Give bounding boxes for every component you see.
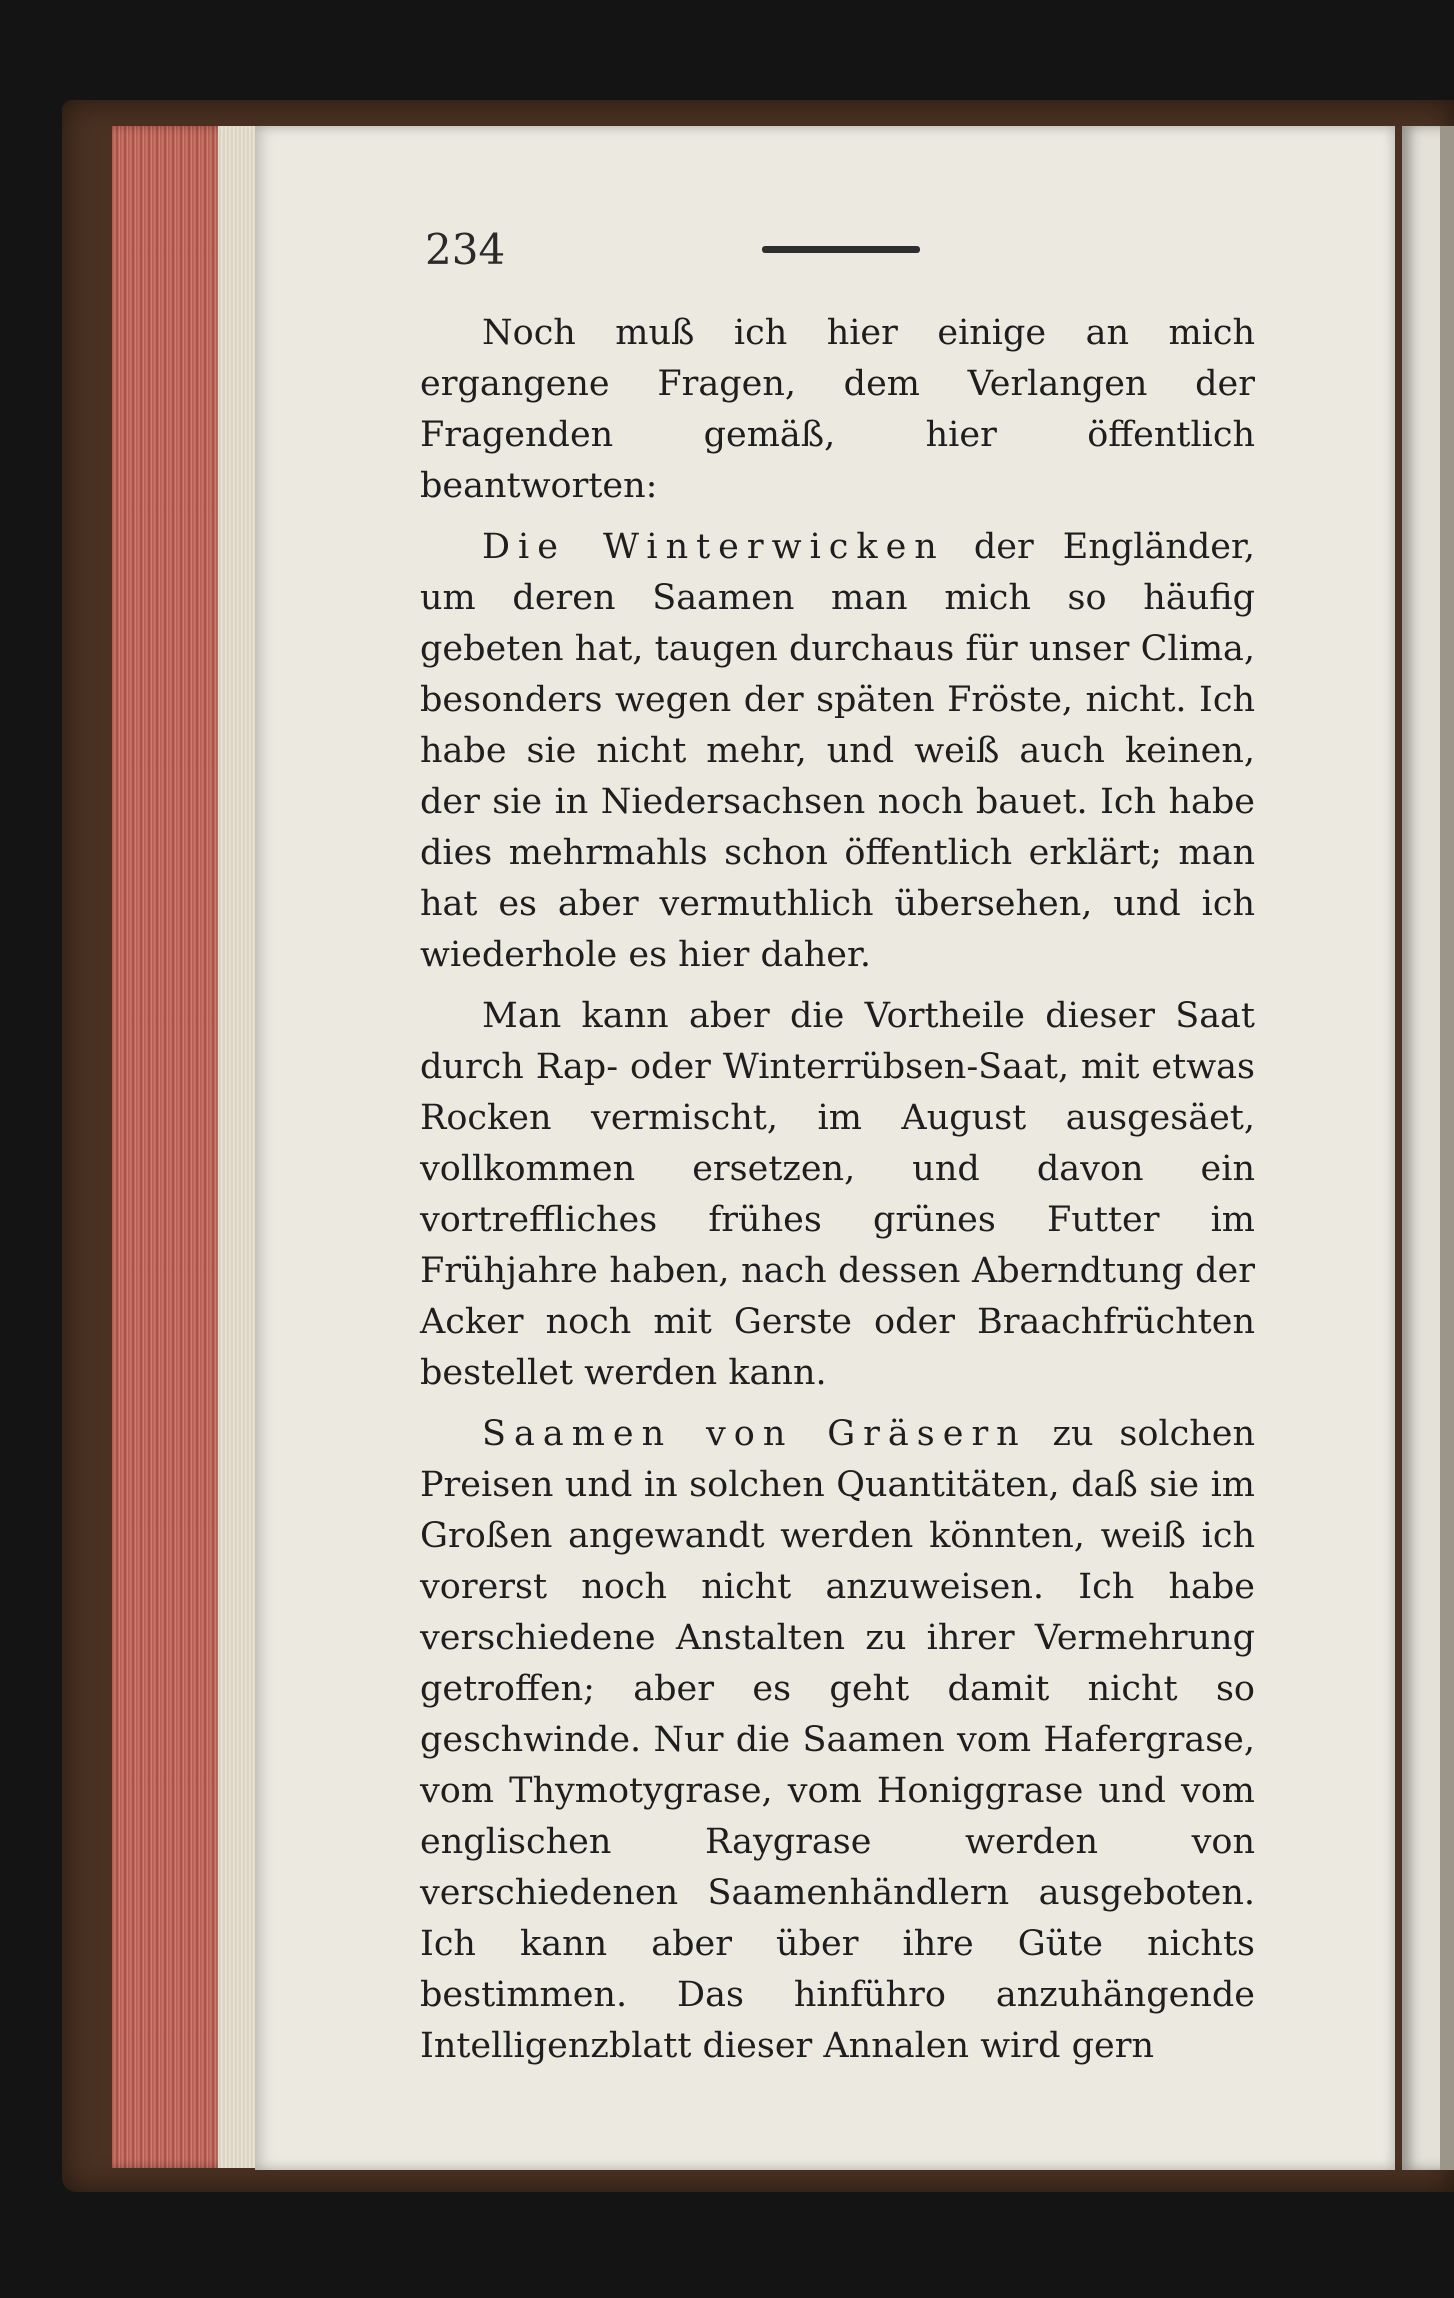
page-number: 234 [425, 225, 506, 274]
paragraph-3 [420, 991, 1255, 1399]
page-text [420, 308, 1255, 2072]
right-page-fore-edge [1440, 126, 1454, 2170]
page-edges-inner [218, 126, 258, 2168]
paragraph-2-text: der Engländer, um deren Saamen man mich so häufig gebeten hat, taugen durchaus für unser Clima, besonders wegen der späten Fröste, nicht. Ich habe sie nicht mehr, und weiß auch keinen, der sie in Niedersachsen noch bauet. Ich habe dies mehrmahls schon öffentlich erklärt; man hat es aber vermuthlich übersehen, und ich wiederhole es hier daher. [420, 527, 1256, 975]
paragraph-4-emphasis: Saamen von Gräsern [482, 1414, 1027, 1454]
paragraph-2-emphasis: Die Winterwicken [482, 527, 945, 567]
paragraph-2 [420, 522, 1255, 981]
header-rule [762, 246, 920, 253]
paragraph-4 [420, 1409, 1255, 2072]
paragraph-1-text: Noch muß ich hier einige an mich ergangene Fragen, dem Verlangen der Fragenden gemäß, hier öffentlich beantworten: [420, 313, 1255, 506]
paragraph-3-text: Man kann aber die Vortheile dieser Saat durch Rap- oder Winterrübsen-Saat, mit etwas Rocken vermischt, im August ausgesäet, vollkommen ersetzen, und davon ein vortreffliches frühes grünes Futter im Frühjahre haben, nach dessen Aberndtung der Acker noch mit Gerste oder Braachfrüchten bestellet werden kann. [420, 996, 1255, 1393]
paragraph-1 [420, 308, 1255, 512]
paragraph-4-text: zu solchen Preisen und in solchen Quantitäten, daß sie im Großen angewandt werden könnten, weiß ich vorerst noch nicht anzuweisen. Ich habe verschiedene Anstalten zu ihrer Vermehrung getroffen; aber es geht damit nicht so geschwinde. Nur die Saamen vom Hafergrase, vom Thymotygrase, vom Honiggrase und vom englischen Raygrase werden von verschiedenen Saamenhändlern ausgeboten. Ich kann aber über ihre Güte nichts bestimmen. Das hinführo anzuhängende Intelligenzblatt dieser Annalen wird gern [420, 1414, 1255, 2066]
